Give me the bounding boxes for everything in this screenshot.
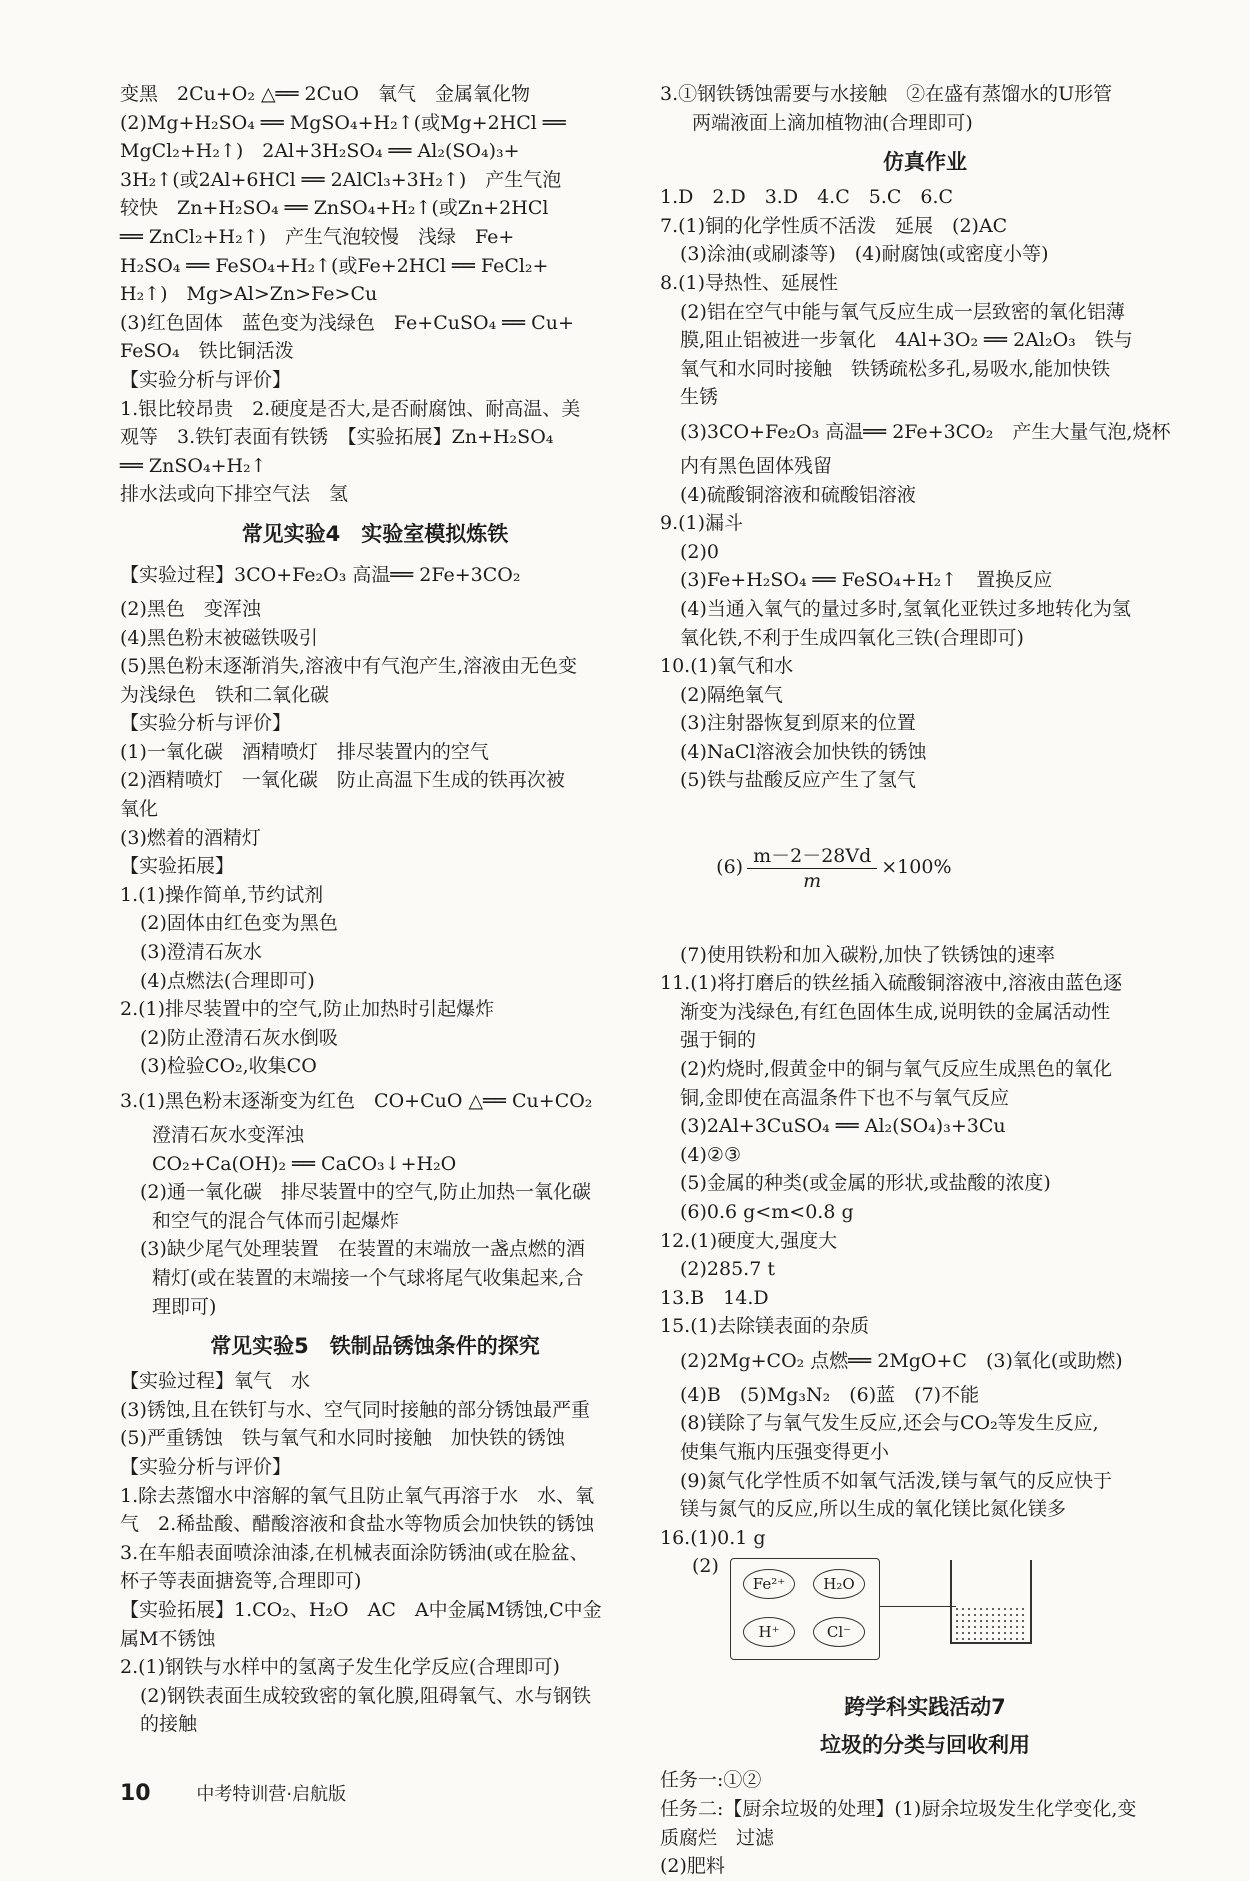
answer-line: 两端液面上滴加植物油(合理即可) xyxy=(692,111,973,134)
answer-line: 强于铜的 xyxy=(680,1029,757,1052)
answer-line: (5)金属的种类(或金属的形状,或盐酸的浓度) xyxy=(680,1172,1051,1195)
right-column xyxy=(660,80,1190,1881)
answer-line: 9.(1)漏斗 xyxy=(660,512,744,535)
answer-line: (2)0 xyxy=(680,540,720,563)
answer-line: 的接触 xyxy=(140,1713,198,1736)
answer-line: (4)黑色粉末被磁铁吸引 xyxy=(120,626,318,649)
answer-line: (3)燃着的酒精灯 xyxy=(120,826,261,849)
answer-line: ══ ZnCl₂+H₂↑) 产生气泡较慢 浅绿 Fe+ xyxy=(120,225,515,248)
activity-heading-2: 垃圾的分类与回收利用 xyxy=(820,1733,1030,1758)
answer-line: H₂SO₄ ══ FeSO₄+H₂↑(或Fe+2HCl ══ FeCl₂+ xyxy=(120,254,549,277)
page-number: 10 xyxy=(120,1781,151,1806)
answer-line: (7)使用铁粉和加入碳粉,加快了铁锈蚀的速率 xyxy=(680,943,1055,966)
answer-line: 1.(1)操作简单,节约试剂 xyxy=(120,883,324,906)
answer-line: (2)285.7 t xyxy=(680,1258,775,1281)
answer-line: 气 2.稀盐酸、醋酸溶液和食盐水等物质会加快铁的锈蚀 xyxy=(120,1513,595,1536)
ion-fe2plus: Fe²⁺ xyxy=(743,1569,795,1599)
answer-line: 较快 Zn+H₂SO₄ ══ ZnSO₄+H₂↑(或Zn+2HCl xyxy=(120,197,549,220)
answer-line: 【实验分析与评价】 xyxy=(120,712,292,735)
answer-line: 氧化铁,不利于生成四氧化三铁(合理即可) xyxy=(680,626,1024,649)
answer-line: 3.(1)黑色粉末逐渐变为红色 CO+CuO △══ Cu+CO₂ xyxy=(120,1090,593,1112)
answer-line: (4)NaCl溶液会加快铁的锈蚀 xyxy=(680,740,927,763)
answer-line: 1.银比较昂贵 2.硬度是否大,是否耐腐蚀、耐高温、美 xyxy=(120,397,581,420)
answer-line: 【实验过程】氧气 水 xyxy=(120,1370,311,1393)
answer-line: 1.除去蒸馏水中溶解的氧气且防止氧气再溶于水 水、氧 xyxy=(120,1484,595,1507)
answer-line: 3.①钢铁锈蚀需要与水接触 ②在盛有蒸馏水的U形管 xyxy=(660,83,1113,105)
answer-line: (2)通一氧化碳 排尽装置中的空气,防止加热一氧化碳 xyxy=(140,1181,591,1204)
ion-clminus: Cl⁻ xyxy=(813,1617,865,1647)
answer-line: (4)②③ xyxy=(680,1143,741,1166)
answer-line: (4)硫酸铜溶液和硫酸铝溶液 xyxy=(680,483,916,506)
answer-line: 生锈 xyxy=(680,386,719,409)
answer-line: 16.(1)0.1 g xyxy=(660,1526,766,1549)
answer-line: 排水法或向下排空气法 氢 xyxy=(120,483,349,506)
answer-line: 15.(1)去除镁表面的杂质 xyxy=(660,1315,870,1338)
answer-line: 11.(1)将打磨后的铁丝插入硫酸铜溶液中,溶液由蓝色逐 xyxy=(660,972,1123,995)
activity-lines xyxy=(660,1766,1190,1880)
answer-line: 膜,阻止铝被进一步氧化 4Al+3O₂ ══ 2Al₂O₃ 铁与 xyxy=(680,329,1133,352)
answer-line: 【实验拓展】1.CO₂、H₂O AC A中金属M锈蚀,C中金 xyxy=(120,1598,602,1621)
answer-line: H₂↑) Mg>Al>Zn>Fe>Cu xyxy=(120,283,378,306)
answer-line: CO₂+Ca(OH)₂ ══ CaCO₃↓+H₂O xyxy=(152,1152,457,1175)
fraction-suffix: ×100% xyxy=(881,856,952,879)
answer-line: (3)缺少尾气处理装置 在装置的末端放一盏点燃的酒 xyxy=(140,1238,585,1261)
answer-line: 【实验拓展】 xyxy=(120,855,235,878)
answer-line: (2)2Mg+CO₂ 点燃══ 2MgO+C (3)氧化(或助燃) xyxy=(680,1349,1123,1372)
answer-line: 2.(1)排尽装置中的空气,防止加热时引起爆炸 xyxy=(120,998,495,1021)
answer-line: (2)Mg+H₂SO₄ ══ MgSO₄+H₂↑(或Mg+2HCl ══ xyxy=(120,111,566,134)
answer-line: 杯子等表面搪瓷等,合理即可) xyxy=(120,1570,362,1593)
left-column xyxy=(120,80,630,1739)
fraction-numerator: m－2－28Vd xyxy=(747,844,877,869)
answer-line: (5)铁与盐酸反应产生了氢气 xyxy=(680,769,916,792)
activity-line: 任务二:【厨余垃圾的处理】(1)厨余垃圾发生化学变化,变 xyxy=(660,1798,1137,1821)
answer-line: (2)防止澄清石灰水倒吸 xyxy=(140,1026,338,1049)
answer-line: 13.B 14.D xyxy=(660,1286,769,1309)
fraction-prefix: (6) xyxy=(716,856,744,879)
answer-line: 渐变为浅绿色,有红色固体生成,说明铁的金属活动性 xyxy=(680,1000,1111,1023)
answer-line: 为浅绿色 铁和二氧化碳 xyxy=(120,683,330,706)
fraction xyxy=(747,844,877,893)
answer-line: 氧气和水同时接触 铁锈疏松多孔,易吸水,能加快铁 xyxy=(680,357,1111,380)
answer-line: 【实验过程】3CO+Fe₂O₃ 高温══ 2Fe+3CO₂ xyxy=(120,563,521,586)
connector-line xyxy=(880,1606,956,1607)
answer-line: (2)钢铁表面生成较致密的氧化膜,阻碍氧气、水与钢铁 xyxy=(140,1684,591,1707)
ion-h2o: H₂O xyxy=(813,1569,865,1599)
answer-line: ══ ZnSO₄+H₂↑ xyxy=(120,454,267,477)
answer-line: 变黑 2Cu+O₂ △══ 2CuO 氧气 金属氧化物 xyxy=(120,83,530,105)
answer-line: 【实验分析与评价】 xyxy=(120,368,292,391)
answer-line: 12.(1)硬度大,强度大 xyxy=(660,1229,838,1252)
beaker-liquid xyxy=(954,1606,1028,1640)
answer-line: (9)氮气化学性质不如氧气活泼,镁与氧气的反应快于 xyxy=(680,1469,1112,1492)
answer-line: 3H₂↑(或2Al+6HCl ══ 2AlCl₃+3H₂↑) 产生气泡 xyxy=(120,168,562,191)
answer-line: 理即可) xyxy=(152,1295,217,1318)
activity-heading-1: 跨学科实践活动7 xyxy=(844,1695,1006,1720)
answer-line: 和空气的混合气体而引起爆炸 xyxy=(152,1209,400,1232)
answer-line: (4)B (5)Mg₃N₂ (6)蓝 (7)不能 xyxy=(680,1383,980,1406)
answer-line: 8.(1)导热性、延展性 xyxy=(660,271,839,294)
answer-line: 3.在车船表面喷涂油漆,在机械表面涂防锈油(或在脸盆、 xyxy=(120,1541,589,1564)
answer-line: (2)黑色 变浑浊 xyxy=(120,597,261,620)
answer-line: (3)涂油(或刷漆等) (4)耐腐蚀(或密度小等) xyxy=(680,243,1049,266)
activity-line: 任务一:①② xyxy=(660,1769,762,1792)
answer-line: (2)酒精喷灯 一氧化碳 防止高温下生成的铁再次被 xyxy=(120,769,565,792)
answer-line: (3)2Al+3CuSO₄ ══ Al₂(SO₄)₃+3Cu xyxy=(680,1115,1006,1138)
answer-line: (4)当通入氧气的量过多时,氢氧化亚铁过多地转化为氢 xyxy=(680,597,1131,620)
answer-line: (1)一氧化碳 酒精喷灯 排尽装置内的空气 xyxy=(120,740,489,763)
answer-line: (3)锈蚀,且在铁钉与水、空气同时接触的部分锈蚀最严重 xyxy=(120,1398,590,1421)
answer-line: 铜,金即使在高温条件下也不与氧气反应 xyxy=(680,1086,1010,1109)
right-column-top xyxy=(660,80,1190,795)
answer-line: (8)镁除了与氧气发生反应,还会与CO₂等发生反应, xyxy=(680,1412,1099,1435)
fraction-answer xyxy=(660,795,1190,941)
right-column-bottom xyxy=(660,941,1190,1553)
beaker-icon xyxy=(950,1560,1032,1644)
fraction-denominator: m xyxy=(803,869,822,892)
section-heading: 仿真作业 xyxy=(883,150,967,175)
answer-line: (3)Fe+H₂SO₄ ══ FeSO₄+H₂↑ 置换反应 xyxy=(680,569,1053,592)
page-footer xyxy=(120,1780,346,1806)
answer-line: (3)3CO+Fe₂O₃ 高温══ 2Fe+3CO₂ 产生大量气泡,烧杯 xyxy=(680,420,1171,443)
section-heading: 常见实验5 铁制品锈蚀条件的探究 xyxy=(210,1334,540,1359)
answer-line: 镁与氮气的反应,所以生成的氧化镁比氮化镁多 xyxy=(680,1498,1067,1521)
answer-line: 10.(1)氧气和水 xyxy=(660,655,794,678)
diagram-label: (2) xyxy=(692,1555,719,1578)
answer-line: (2)隔绝氧气 xyxy=(680,683,783,706)
activity-line: (2)肥料 xyxy=(660,1855,725,1878)
answer-line: (2)铝在空气中能与氧气反应生成一层致密的氧化铝薄 xyxy=(680,300,1125,323)
answer-line: 内有黑色固体残留 xyxy=(680,454,833,477)
activity-line: 质腐烂 过滤 xyxy=(660,1826,775,1849)
answer-line: (2)固体由红色变为黑色 xyxy=(140,912,338,935)
ion-hplus: H⁺ xyxy=(743,1617,795,1647)
answer-line: 属M不锈蚀 xyxy=(120,1627,216,1650)
answer-line: 氧化 xyxy=(120,798,159,821)
answer-line: (5)严重锈蚀 铁与氧气和水同时接触 加快铁的锈蚀 xyxy=(120,1427,565,1450)
answer-line: 观等 3.铁钉表面有铁锈 【实验拓展】Zn+H₂SO₄ xyxy=(120,426,554,449)
answer-line: (3)澄清石灰水 xyxy=(140,941,262,964)
answer-line: MgCl₂+H₂↑) 2Al+3H₂SO₄ ══ Al₂(SO₄)₃+ xyxy=(120,140,520,163)
answer-line: (3)红色固体 蓝色变为浅绿色 Fe+CuSO₄ ══ Cu+ xyxy=(120,311,574,334)
answer-line: 澄清石灰水变浑浊 xyxy=(152,1124,305,1146)
answer-line: 2.(1)钢铁与水样中的氢离子发生化学反应(合理即可) xyxy=(120,1656,560,1679)
answer-line: (3)检验CO₂,收集CO xyxy=(140,1055,317,1078)
answer-line: (3)注射器恢复到原来的位置 xyxy=(680,712,916,735)
answer-line: 使集气瓶内压强变得更小 xyxy=(680,1441,890,1464)
book-title: 中考特训营·启航版 xyxy=(196,1784,347,1805)
ion-box xyxy=(730,1558,880,1660)
answer-line: 1.D 2.D 3.D 4.C 5.C 6.C xyxy=(660,186,954,209)
answer-line: (6)0.6 g<m<0.8 g xyxy=(680,1200,854,1223)
section-heading: 常见实验4 实验室模拟炼铁 xyxy=(241,521,509,546)
answer-line: (2)灼烧时,假黄金中的铜与氧气反应生成黑色的氧化 xyxy=(680,1057,1112,1080)
answer-line: 【实验分析与评价】 xyxy=(120,1455,292,1478)
answer-line: FeSO₄ 铁比铜活泼 xyxy=(120,340,294,363)
answer-line: 精灯(或在装置的末端接一个气球将尾气收集起来,合 xyxy=(152,1266,584,1289)
ion-diagram xyxy=(660,1552,1190,1672)
answer-line: (4)点燃法(合理即可) xyxy=(140,969,315,992)
answer-line: 7.(1)铜的化学性质不活泼 延展 (2)AC xyxy=(660,214,1008,237)
answer-line: (5)黑色粉末逐渐消失,溶液中有气泡产生,溶液由无色变 xyxy=(120,655,577,678)
